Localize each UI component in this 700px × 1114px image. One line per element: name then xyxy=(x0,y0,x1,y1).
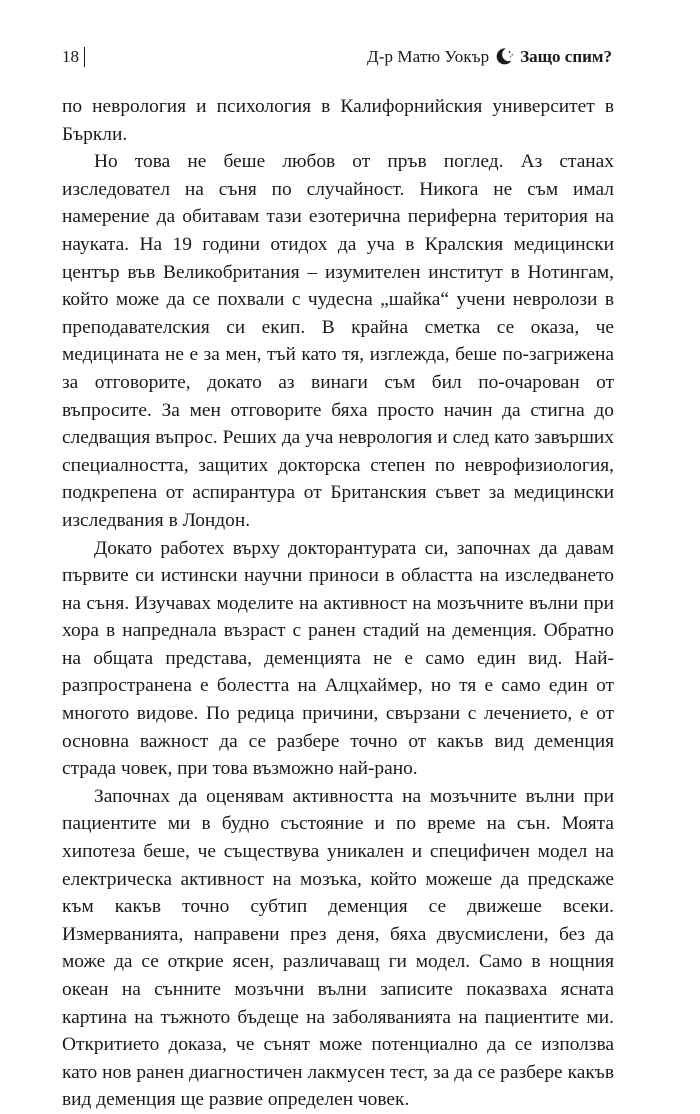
paragraph: Започнах да оценявам активността на мозъчните вълни при пациентите ми в будно състояние и по време на сън. Моята хипотеза беше, че съществува уникален и специфичен модел на електрическа активност на мозъка, който можеше да предскаже към какъв точно субтип деменция се движеше всеки. Измерванията, направени през деня, бяха двусмислени, без да може да се открие ясен, различаващ ги модел. Само в нощния океан на сънните мозъчни вълни записите показваха ясната картина на тъжното бъдеще на заболяванията на пациентите ми. Откритието доказа, че сънят може потенциално да се използва като нов ранен диагностичен лакмусен тест, за да се разбере какъв вид деменция ще развие определен човек. xyxy=(62,785,614,1111)
paragraph: Но това не беше любов от пръв поглед. Аз станах изследовател на съня по случайност. Никога не съм имал намерение да обитавам тази езотерична периферна територия на науката. На 19 години отидох да уча в Кралския медицински център във Великобритания – изумителен институт в Нотингам, който може да се похвали с чудесна „шайка“ учени невролози в преподавателския си екип. В крайна сметка се оказа, че медицината не е за мен, тъй като тя, изглежда, беше по-загрижена за отговорите, докато аз винаги съм бил по-очарован от въпросите. За мен отговорите бяха просто начин да стигна до следващия въпрос. Реших да уча неврология и след като завърших специалността, защитих докторска степен по неврофизиология, подкрепена от аспирантура от Британския съвет за медицински изследвания в Лондон. xyxy=(62,151,614,531)
page-number: 18 xyxy=(62,47,79,66)
paragraph: Докато работех върху докторантурата си, започнах да давам първите си истински научни приноси в областта на изследването на съня. Изучавах моделите на активност на мозъчните вълни при хора в напреднала възраст с ранен стадий на деменция. Обратно на общата представа, деменцията не е само един вид. Най-разпространена е болестта на Алцхаймер, но тя е само един от многото видове. По редица причини, свързани с лечението, е от основна важност да се разбере точно от какъв вид деменция страда човек, при това възможно най-рано. xyxy=(62,537,614,780)
book-title: Защо спим? xyxy=(520,47,612,66)
page-number-divider xyxy=(84,47,85,67)
running-head xyxy=(367,42,612,72)
moon-stars-icon xyxy=(495,46,515,66)
running-header xyxy=(62,42,612,72)
paragraph: по неврология и психология в Калифорнийския университет в Бъркли. xyxy=(62,96,614,145)
body-text xyxy=(62,93,614,1114)
author-name: Д-р Матю Уокър xyxy=(367,47,490,66)
